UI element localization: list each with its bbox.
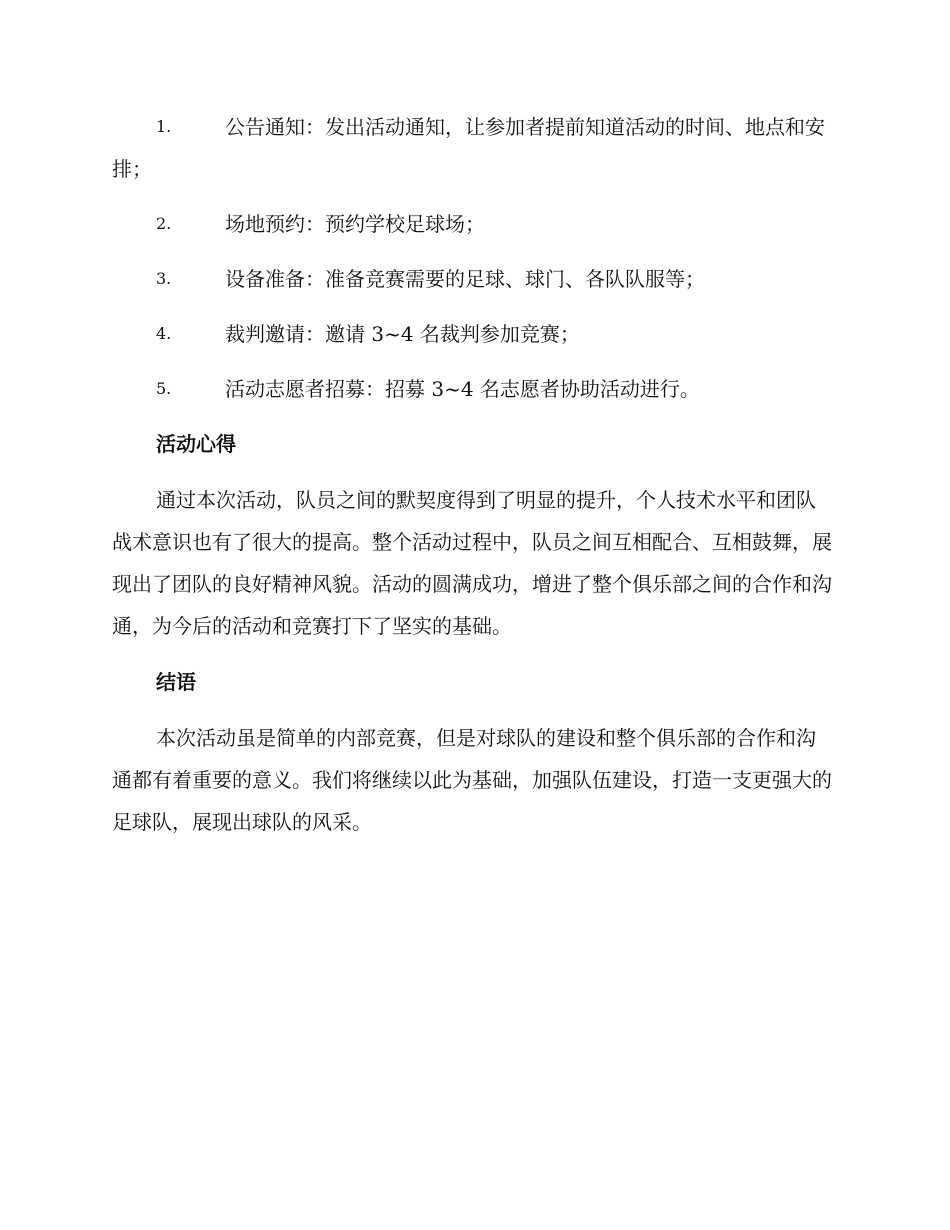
list-text: 场地预约：预约学校足球场； [225,212,485,236]
list-item [112,313,832,355]
document-content [112,106,832,857]
section-paragraph-experience: 通过本次活动，队员之间的默契度得到了明显的提升，个人技术水平和团队战术意识也有了很大的提高。整个活动过程中，队员之间互相配合、互相鼓舞，展现出了团队的良好精神风貌。活动的圆满成功，增进了整个俱乐部之间的合作和沟通，为今后的活动和竞赛打下了坚实的基础。 [112,488,832,638]
list-text: 裁判邀请：邀请 3~4 名裁判参加竞赛； [225,322,580,346]
list-number: 1. [156,117,172,136]
list-text: 公告通知：发出活动通知，让参加者提前知道活动的时间、地点和安排； [112,115,825,181]
list-number: 2. [156,214,172,233]
list-item [112,258,832,300]
section-paragraph-conclusion: 本次活动虽是简单的内部竞赛，但是对球队的建设和整个俱乐部的合作和沟通都有着重要的意义。我们将继续以此为基础，加强队伍建设，打造一支更强大的足球队，展现出球队的风采。 [112,726,832,834]
section-heading-experience: 活动心得 [156,432,236,456]
list-item [112,203,832,245]
list-text: 活动志愿者招募：招募 3~4 名志愿者协助活动进行。 [225,377,700,401]
list-number: 4. [156,324,172,343]
list-item [112,368,832,410]
list-text: 设备准备：准备竞赛需要的足球、球门、各队队服等； [225,267,705,291]
section-heading-conclusion: 结语 [156,670,196,694]
list-item [112,106,832,190]
list-number: 5. [156,379,172,398]
list-number: 3. [156,269,172,288]
